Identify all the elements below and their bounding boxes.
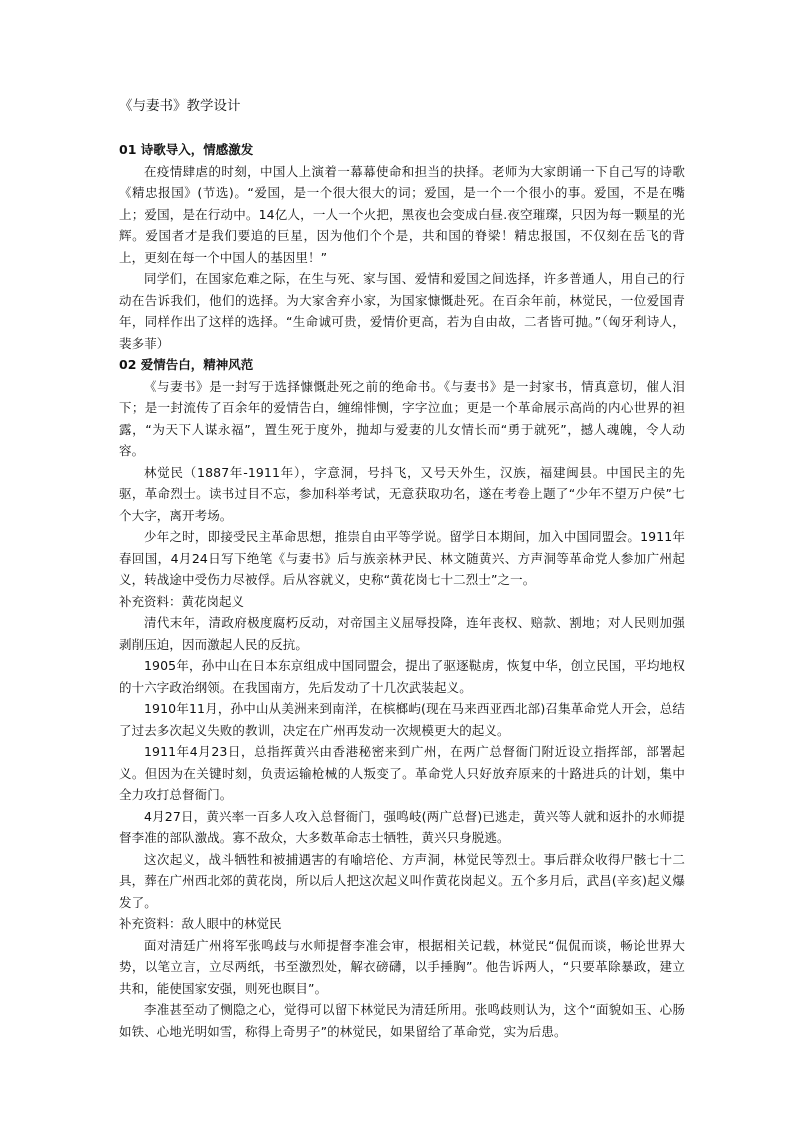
paragraph: 在疫情肆虐的时刻，中国人上演着一幕幕使命和担当的抉择。老师为大家朗诵一下自己写的诗歌《精忠报国》(节选)。“爱国，是一个很大很大的词；爱国，是一个一个很小的事。爱国，不是在嘴上；爱国，是在行动中。14亿人，一人一个火把，黑夜也会变成白昼.夜空璀璨，只因为每一颗星的光辉。爱国者才是我们要追的巨星，因为他们个个是，共和国的脊梁！精忠报国，不仅刻在岳飞的背上，更刻在每一个中国人的基因里！” bbox=[119, 163, 685, 265]
paragraph: 这次起义，战斗牺牲和被捕遇害的有喻培伦、方声洞，林觉民等烈士。事后群众收得尸骸七十二具，葬在广州西北郊的黄花岗，所以后人把这次起义叫作黄花岗起义。五个多月后，武昌(辛亥)起义爆发了。 bbox=[119, 851, 685, 910]
section-heading: 01 诗歌导入，情感激发 bbox=[119, 142, 254, 157]
document-title: 《与妻书》教学设计 bbox=[119, 98, 241, 114]
paragraph: 少年之时，即接受民主革命思想，推崇自由平等学说。留学日本期间，加入中国同盟会。1911年春回国，4月24日写下绝笔《与妻书》后与族亲林尹民、林文随黄兴、方声洞等革命党人参加广州起义，转战途中受伤力尽被俘。后从容就义，史称“黄花岗七十二烈士”之一。 bbox=[119, 529, 685, 587]
paragraph: 《与妻书》是一封写于选择慷慨赴死之前的绝命书。《与妻书》是一封家书，情真意切，催人泪下；是一封流传了百余年的爱情告白，缠绵悱恻，字字泣血；更是一个革命展示高尚的内心世界的袒露，“为天下人谋永福”，置生死于度外，抛却与爱妻的儿女情长而“勇于就死”，撼人魂魄，令人动容。 bbox=[119, 378, 685, 458]
paragraph: 面对清廷广州将军张鸣歧与水师提督李准会审，根据相关记载，林觉民“侃侃而谈，畅论世界大势，以笔立言，立尽两纸，书至激烈处，解衣磅礴，以手捶胸”。他告诉两人，“只要革除暴政，建立共和，能使国家安强，则死也瞑目”。 bbox=[119, 937, 685, 996]
section-heading: 02 爱情告白，精神风范 bbox=[119, 357, 254, 372]
paragraph: 4月27日，黄兴率一百多人攻入总督衙门，强鸣岐(两广总督)已逃走，黄兴等人就和返扑的水师提督李准的部队激战。寡不敌众，大多数革命志士牺牲，黄兴只身脱逃。 bbox=[119, 808, 685, 845]
section-poetry-intro bbox=[119, 139, 685, 354]
paragraph: 1911年4月23日，总指挥黄兴由香港秘密来到广州，在两广总督衙门附近设立指挥部，部署起义。但因为在关键时刻，负责运输枪械的人叛变了。革命党人只好放弃原来的十路进兵的计划，集中全力攻打总督衙门。 bbox=[119, 744, 685, 802]
section-supplement-enemy-view bbox=[119, 913, 685, 1042]
paragraph: 清代末年，清政府极度腐朽反动，对帝国主义屈辱投降，连年丧权、赔款、割地；对人民则加强剥削压迫，因而激起人民的反抗。 bbox=[119, 615, 685, 652]
document-body bbox=[119, 96, 685, 1042]
section-love-confession bbox=[119, 354, 685, 591]
paragraph: 1910年11月，孙中山从美洲来到南洋，在槟榔屿(现在马来西亚西北部)召集革命党人开会，总结了过去多次起义失败的教训，决定在广州再发动一次规模更大的起义。 bbox=[119, 701, 685, 738]
paragraph: 林觉民（1887年-1911年），字意洞，号抖飞，又号天外生，汉族，福建闽县。中国民主的先驱，革命烈士。读书过目不忘，参加科举考试，无意获取功名，遂在考卷上题了“少年不望万户侯”七个大字，离开考场。 bbox=[119, 464, 685, 523]
supplement-heading: 补充资料：黄花岗起义 bbox=[119, 593, 245, 609]
paragraph: 1905年，孙中山在日本东京组成中国同盟会，提出了驱逐鞑虏，恢复中华，创立民国，平均地权的十六字政治纲领。在我国南方，先后发动了十几次武装起义。 bbox=[119, 658, 685, 695]
section-supplement-huanghuagang bbox=[119, 591, 685, 914]
supplement-heading: 补充资料：敌人眼中的林觉民 bbox=[119, 916, 282, 931]
paragraph: 李准甚至动了恻隐之心，觉得可以留下林觉民为清廷所用。张鸣歧则认为，这个“面貌如玉、心肠如铁、心地光明如雪，称得上奇男子”的林觉民，如果留给了革命党，实为后患。 bbox=[119, 1002, 685, 1039]
paragraph: 同学们，在国家危难之际，在生与死、家与国、爱情和爱国之间选择，许多普通人，用自己的行动在告诉我们，他们的选择。为大家舍弃小家，为国家慷慨赴死。在百余年前，林觉民，一位爱国青年，同样作出了这样的选择。“生命诚可贵，爱情价更高，若为自由故，二者皆可抛。”（匈牙利诗人，裴多菲） bbox=[119, 271, 685, 351]
